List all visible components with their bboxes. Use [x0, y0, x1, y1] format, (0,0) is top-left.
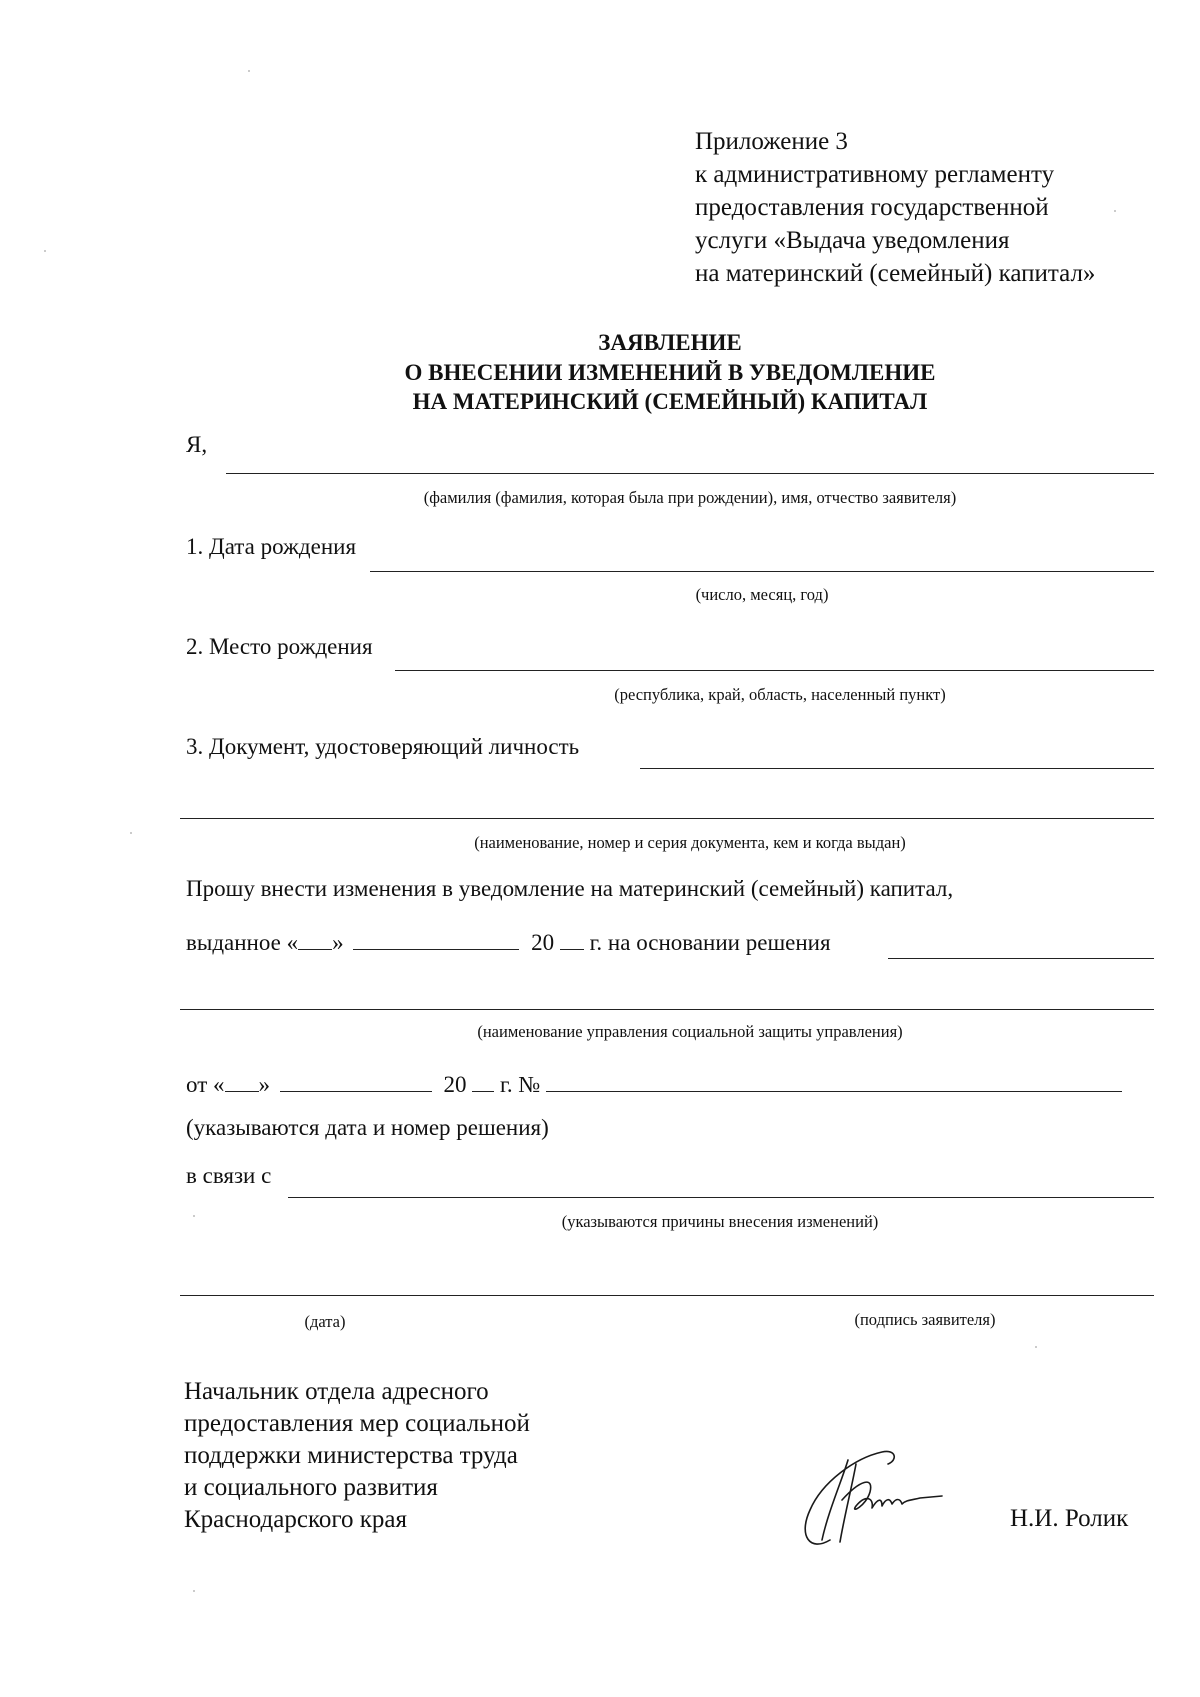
from-number-prefix: г. № [500, 1072, 541, 1097]
scan-speck [1114, 210, 1116, 212]
id-document-field[interactable] [640, 768, 1154, 769]
decision-note: (указываются дата и номер решения) [186, 1115, 549, 1140]
position-line: и социального развития [184, 1474, 438, 1501]
department-name-field[interactable] [180, 1009, 1154, 1010]
scan-speck [248, 70, 250, 72]
birth-place-label: 2. Место рождения [186, 634, 373, 659]
scan-speck [193, 1590, 195, 1592]
position-line: Краснодарского края [184, 1506, 407, 1533]
request-text: Прошу внести изменения в уведомление на материнский (семейный) капитал, [186, 876, 954, 901]
birth-date-caption: (число, месяц, год) [695, 585, 829, 604]
issued-prefix: выданное « [186, 930, 299, 955]
signature-caption: (подпись заявителя) [854, 1310, 996, 1329]
decision-year-field[interactable] [472, 1068, 494, 1092]
birth-place-caption: (республика, край, область, населенный пункт) [614, 685, 946, 704]
issued-month-field[interactable] [353, 926, 519, 950]
id-document-caption: (наименование, номер и серия документа, кем и когда выдан) [474, 833, 906, 852]
appendix-line: на материнский (семейный) капитал» [695, 260, 1096, 287]
birth-place-field[interactable] [395, 670, 1154, 671]
applicant-prefix: Я, [186, 432, 208, 457]
id-document-label: 3. Документ, удостоверяющий личность [186, 734, 580, 759]
issued-day-field[interactable] [298, 926, 332, 950]
scan-speck [130, 832, 132, 834]
birth-date-field[interactable] [370, 571, 1154, 572]
decision-day-field[interactable] [225, 1068, 259, 1092]
scan-speck [193, 1215, 195, 1217]
scan-speck [44, 250, 46, 252]
id-document-field-continued[interactable] [180, 818, 1154, 819]
position-line: предоставления мер социальной [184, 1410, 530, 1437]
reason-prefix: в связи с [186, 1163, 272, 1188]
decision-basis-field[interactable] [888, 958, 1154, 959]
date-signature-field[interactable] [180, 1295, 1154, 1296]
decision-month-field[interactable] [280, 1068, 432, 1092]
document-title [0, 328, 1200, 416]
title-line: НА МАТЕРИНСКИЙ (СЕМЕЙНЫЙ) КАПИТАЛ [412, 389, 928, 414]
appendix-line: Приложение 3 [695, 128, 848, 155]
applicant-name-field[interactable] [226, 473, 1154, 474]
birth-date-label: 1. Дата рождения [186, 534, 357, 559]
issued-year-prefix: 20 [531, 930, 555, 955]
handwritten-signature [770, 1440, 970, 1560]
position-line: Начальник отдела адресного [184, 1378, 489, 1405]
date-caption: (дата) [304, 1312, 346, 1331]
decision-number-field[interactable] [546, 1068, 1122, 1092]
applicant-caption: (фамилия (фамилия, которая была при рождении), имя, отчество заявителя) [423, 488, 957, 507]
issued-row [186, 926, 831, 956]
appendix-line: предоставления государственной [695, 194, 1049, 221]
from-quote-close: » [258, 1072, 270, 1097]
appendix-line: услуги «Выдача уведомления [695, 227, 1010, 254]
position-line: поддержки министерства труда [184, 1442, 518, 1469]
from-year-prefix: 20 [443, 1072, 467, 1097]
scan-speck [1035, 1346, 1037, 1348]
title-line: ЗАЯВЛЕНИЕ [598, 330, 742, 355]
appendix-line: к административному регламенту [695, 161, 1055, 188]
issued-suffix: г. на основании решения [589, 930, 831, 955]
issued-year-field[interactable] [560, 926, 584, 950]
reason-field[interactable] [288, 1197, 1154, 1198]
decision-date-row [186, 1068, 1122, 1098]
issued-quote-close: » [332, 930, 344, 955]
from-prefix: от « [186, 1072, 225, 1097]
signatory-position [184, 1376, 530, 1536]
title-line: О ВНЕСЕНИИ ИЗМЕНЕНИЙ В УВЕДОМЛЕНИЕ [404, 360, 936, 385]
reason-caption: (указываются причины внесения изменений) [561, 1212, 879, 1231]
appendix-block [695, 125, 1095, 290]
department-caption: (наименование управления социальной защиты управления) [477, 1022, 903, 1041]
signatory-name: Н.И. Ролик [1010, 1505, 1129, 1532]
